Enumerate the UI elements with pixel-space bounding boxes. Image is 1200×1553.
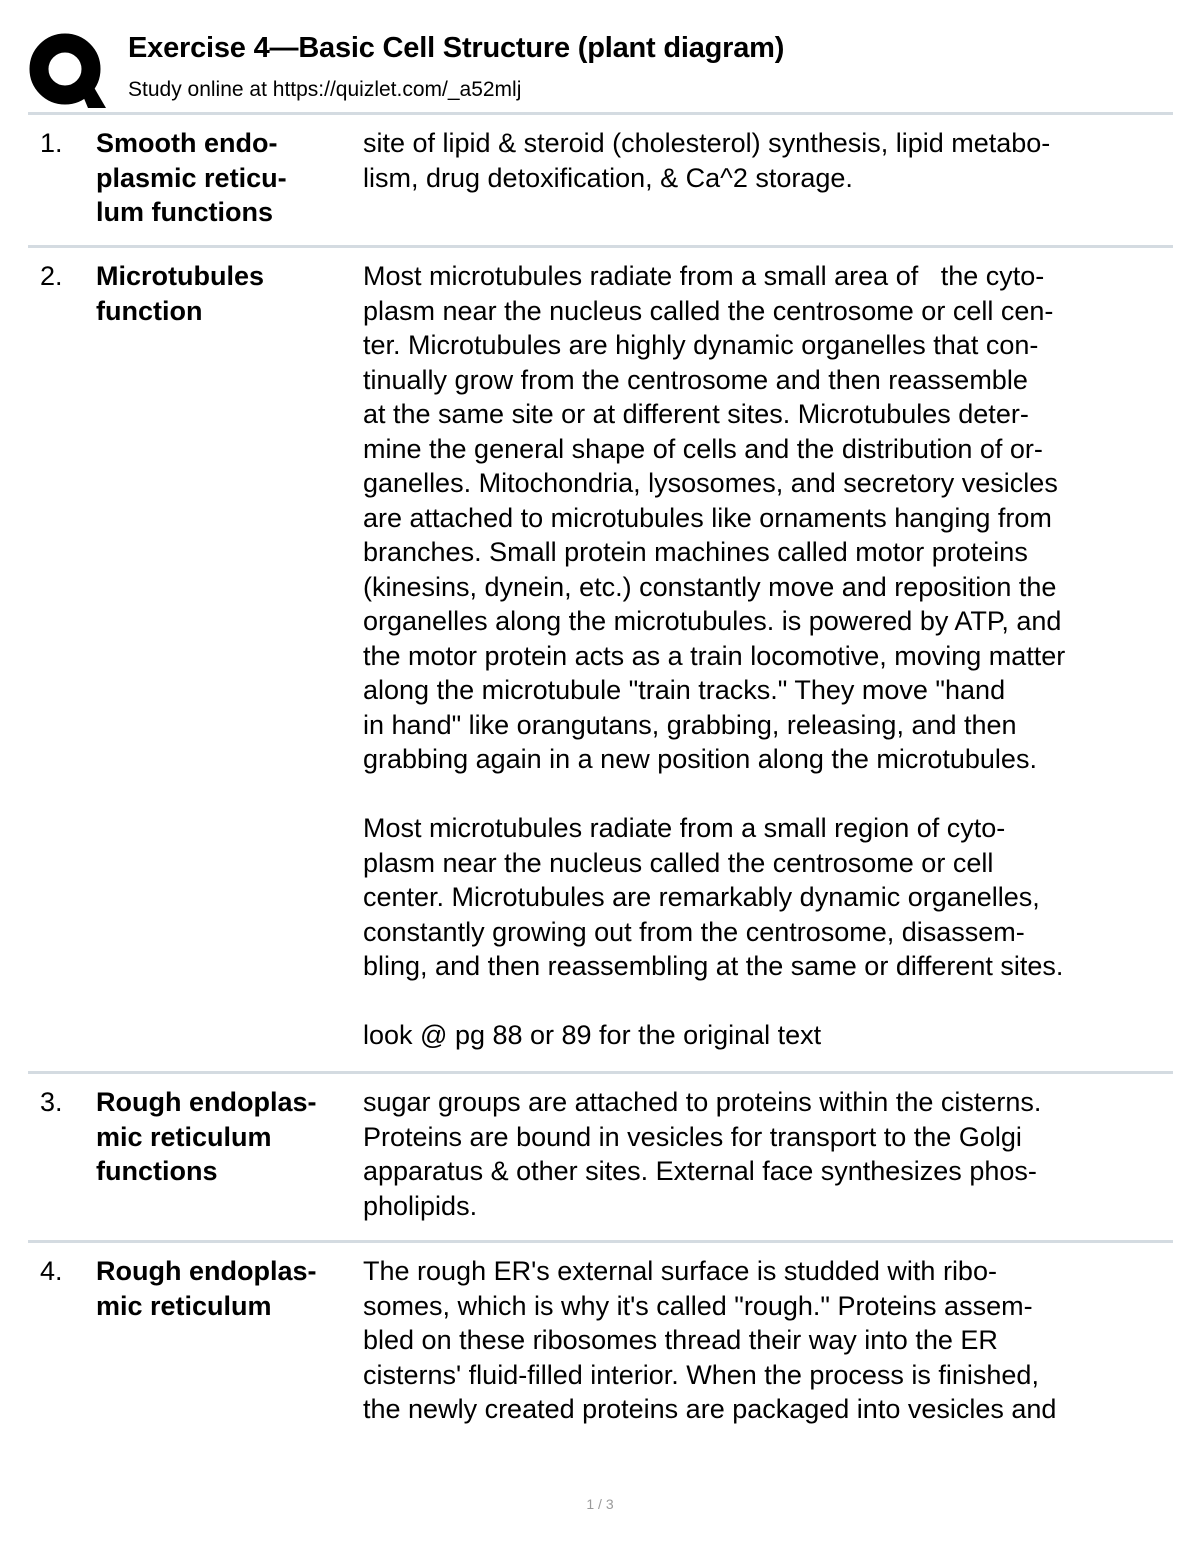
card-number: 3.: [40, 1087, 63, 1117]
definition-line: center. Microtubules are remarkably dynamic organelles,: [363, 882, 1040, 912]
term-line: Microtubules: [96, 261, 265, 291]
definition-line: ganelles. Mitochondria, lysosomes, and secretory vesicles: [363, 468, 1058, 498]
card-definition: [363, 126, 1173, 195]
definition-line: pholipids.: [363, 1190, 478, 1221]
definition-line: site of lipid & steroid (cholesterol) synthesis, lipid metabo-: [363, 128, 1051, 158]
definition-line: in hand" like orangutans, grabbing, releasing, and then: [363, 709, 1017, 740]
definition-line: Most microtubules radiate from a small region of cyto-: [363, 813, 1006, 843]
definition-line: tinually grow from the centrosome and then reassemble: [363, 364, 1028, 395]
document-title: Exercise 4—Basic Cell Structure (plant diagram): [128, 32, 785, 64]
flashcard-row: [28, 1085, 1173, 1225]
flashcard-row: [28, 126, 1173, 230]
term-line: plasmic reticu-: [96, 162, 287, 193]
definition-line: (kinesins, dynein, etc.) constantly move and reposition the: [363, 571, 1057, 602]
term-line: function: [96, 295, 203, 326]
definition-line: lism, drug detoxification, & Ca^2 storage.: [363, 162, 853, 193]
definition-line: branches. Small protein machines called motor proteins: [363, 537, 1028, 567]
definition-line: [363, 777, 1173, 812]
page-number: 1 / 3: [586, 1496, 614, 1512]
card-definition: [363, 1085, 1173, 1223]
definition-line: Most microtubules radiate from a small area of the cyto-: [363, 261, 1045, 291]
definition-line: look @ pg 88 or 89 for the original text: [363, 1020, 822, 1050]
term-line: Rough endoplas-: [96, 1087, 317, 1117]
card-term: [96, 1085, 361, 1189]
flashcard-row: [28, 1254, 1173, 1430]
definition-line: plasm near the nucleus called the centrosome or cell: [363, 847, 994, 878]
definition-line: the motor protein acts as a train locomotive, moving matter: [363, 640, 1066, 671]
definition-line: sugar groups are attached to proteins within the cisterns.: [363, 1087, 1042, 1117]
definition-line: plasm near the nucleus called the centrosome or cell cen-: [363, 295, 1054, 326]
definition-line: Proteins are bound in vesicles for transport to the Golgi: [363, 1121, 1022, 1152]
definition-line: bling, and then reassembling at the same or different sites.: [363, 951, 1064, 981]
definition-line: constantly growing out from the centrosome, disassem-: [363, 916, 1025, 947]
card-definition: [363, 1254, 1173, 1427]
definition-line: somes, which is why it's called "rough." Proteins assem-: [363, 1290, 1033, 1321]
divider: [28, 1240, 1173, 1243]
term-line: lum functions: [96, 197, 273, 227]
term-line: functions: [96, 1156, 218, 1186]
card-number: 2.: [40, 261, 63, 291]
page-header: [28, 28, 1178, 112]
definition-line: grabbing again in a new position along the microtubules.: [363, 744, 1037, 774]
definition-line: at the same site or at different sites. Microtubules deter-: [363, 399, 1029, 429]
card-term: [96, 259, 361, 328]
card-definition: [363, 259, 1173, 1053]
term-line: Smooth endo-: [96, 128, 278, 158]
card-term: [96, 126, 361, 230]
definition-line: bled on these ribosomes thread their way into the ER: [363, 1325, 998, 1355]
definition-line: mine the general shape of cells and the distribution of or-: [363, 433, 1043, 464]
definition-line: are attached to microtubules like ornaments hanging from: [363, 502, 1052, 533]
term-line: mic reticulum: [96, 1121, 272, 1152]
definition-line: [363, 984, 1173, 1019]
definition-line: apparatus & other sites. External face synthesizes phos-: [363, 1156, 1037, 1186]
card-number: 4.: [40, 1256, 63, 1286]
quizlet-logo-icon: [28, 32, 106, 108]
definition-line: along the microtubule "train tracks." They move "hand: [363, 675, 1006, 705]
divider: [28, 245, 1173, 248]
divider: [28, 112, 1173, 115]
flashcard-row: [28, 259, 1173, 1059]
divider: [28, 1071, 1173, 1074]
definition-line: The rough ER's external surface is studded with ribo-: [363, 1256, 997, 1286]
term-line: Rough endoplas-: [96, 1256, 317, 1286]
definition-line: cisterns' fluid-filled interior. When the process is finished,: [363, 1359, 1039, 1390]
term-line: mic reticulum: [96, 1290, 272, 1321]
card-number: 1.: [40, 128, 63, 158]
definition-line: the newly created proteins are packaged into vesicles and: [363, 1394, 1057, 1424]
study-link-text: Study online at https://quizlet.com/_a52mlj: [128, 78, 522, 101]
definition-line: ter. Microtubules are highly dynamic organelles that con-: [363, 330, 1039, 360]
definition-line: organelles along the microtubules. is powered by ATP, and: [363, 606, 1062, 636]
card-term: [96, 1254, 361, 1323]
